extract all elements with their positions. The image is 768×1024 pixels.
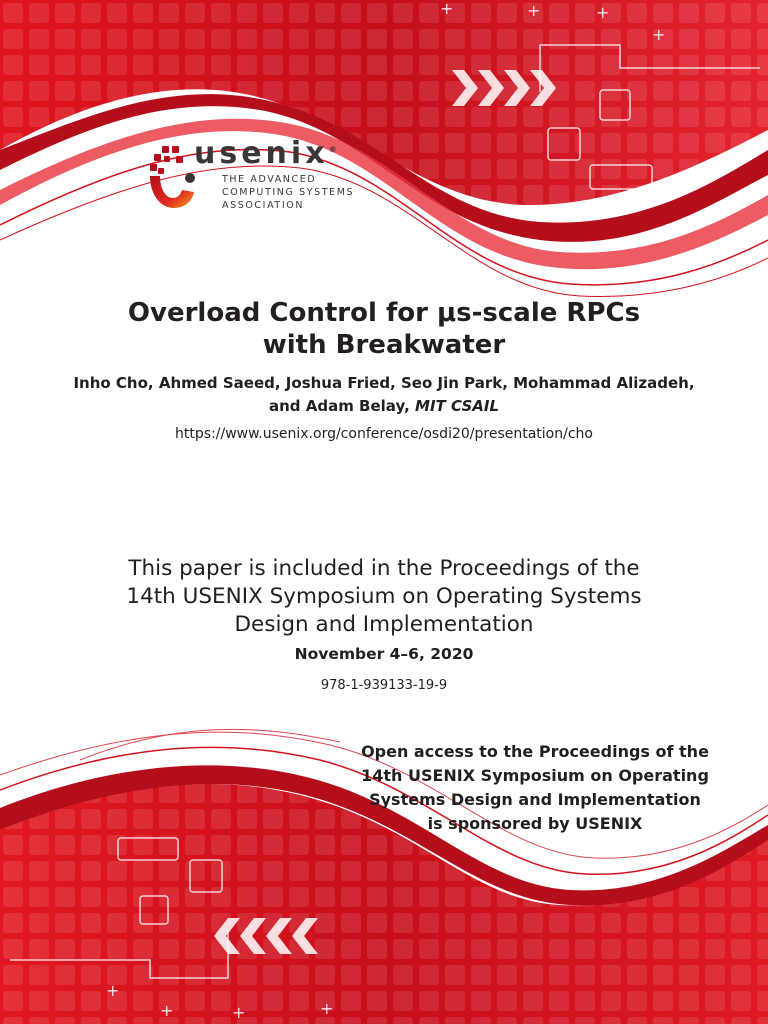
sponsor-statement [355, 740, 715, 836]
authors-line: Inho Cho, Ahmed Saeed, Joshua Fried, Seo Jin Park, Mohammad Alizadeh, [73, 374, 695, 392]
sponsor-line: Open access to the Proceedings of the [361, 742, 709, 761]
title-line: with Breakwater [262, 330, 506, 360]
presentation-link[interactable]: https://www.usenix.org/conference/osdi20/presentation/cho [175, 426, 593, 442]
svg-text:+: + [596, 3, 610, 22]
proceedings-line: Design and Implementation [234, 612, 534, 637]
sponsor-line: is sponsored by USENIX [427, 814, 643, 833]
proceedings-statement [0, 555, 768, 639]
usenix-logo-mark-icon [146, 142, 196, 214]
usenix-logo [146, 136, 366, 218]
proceedings-line: This paper is included in the Proceedings of the [128, 556, 640, 581]
title-line: Overload Control for μs-scale RPCs [127, 298, 641, 328]
tagline-line: THE ADVANCED [222, 174, 317, 185]
sponsor-line: Systems Design and Implementation [369, 790, 701, 809]
proceedings-line: 14th USENIX Symposium on Operating Systems [126, 584, 642, 609]
svg-text:+: + [106, 981, 120, 1000]
conference-dates: November 4–6, 2020 [294, 645, 474, 663]
author-list [0, 372, 768, 418]
logo-tagline [222, 173, 392, 212]
svg-text:+: + [527, 1, 541, 20]
svg-text:+: + [440, 0, 454, 18]
affiliation: MIT CSAIL [415, 397, 500, 415]
svg-text:+: + [160, 1001, 174, 1020]
logo-wordmark: usenix® [194, 136, 337, 171]
paper-title [0, 297, 768, 361]
svg-text:+: + [320, 999, 334, 1018]
svg-text:+: + [652, 25, 666, 44]
tagline-line: COMPUTING SYSTEMS [222, 187, 355, 198]
authors-line: and Adam Belay, [268, 397, 410, 415]
svg-text:+: + [232, 1003, 246, 1022]
sponsor-line: 14th USENIX Symposium on Operating [361, 766, 709, 785]
registered-mark: ® [328, 145, 337, 154]
tagline-line: ASSOCIATION [222, 200, 305, 211]
authors-line-2 [0, 395, 768, 418]
isbn: 978-1-939133-19-9 [320, 678, 448, 693]
